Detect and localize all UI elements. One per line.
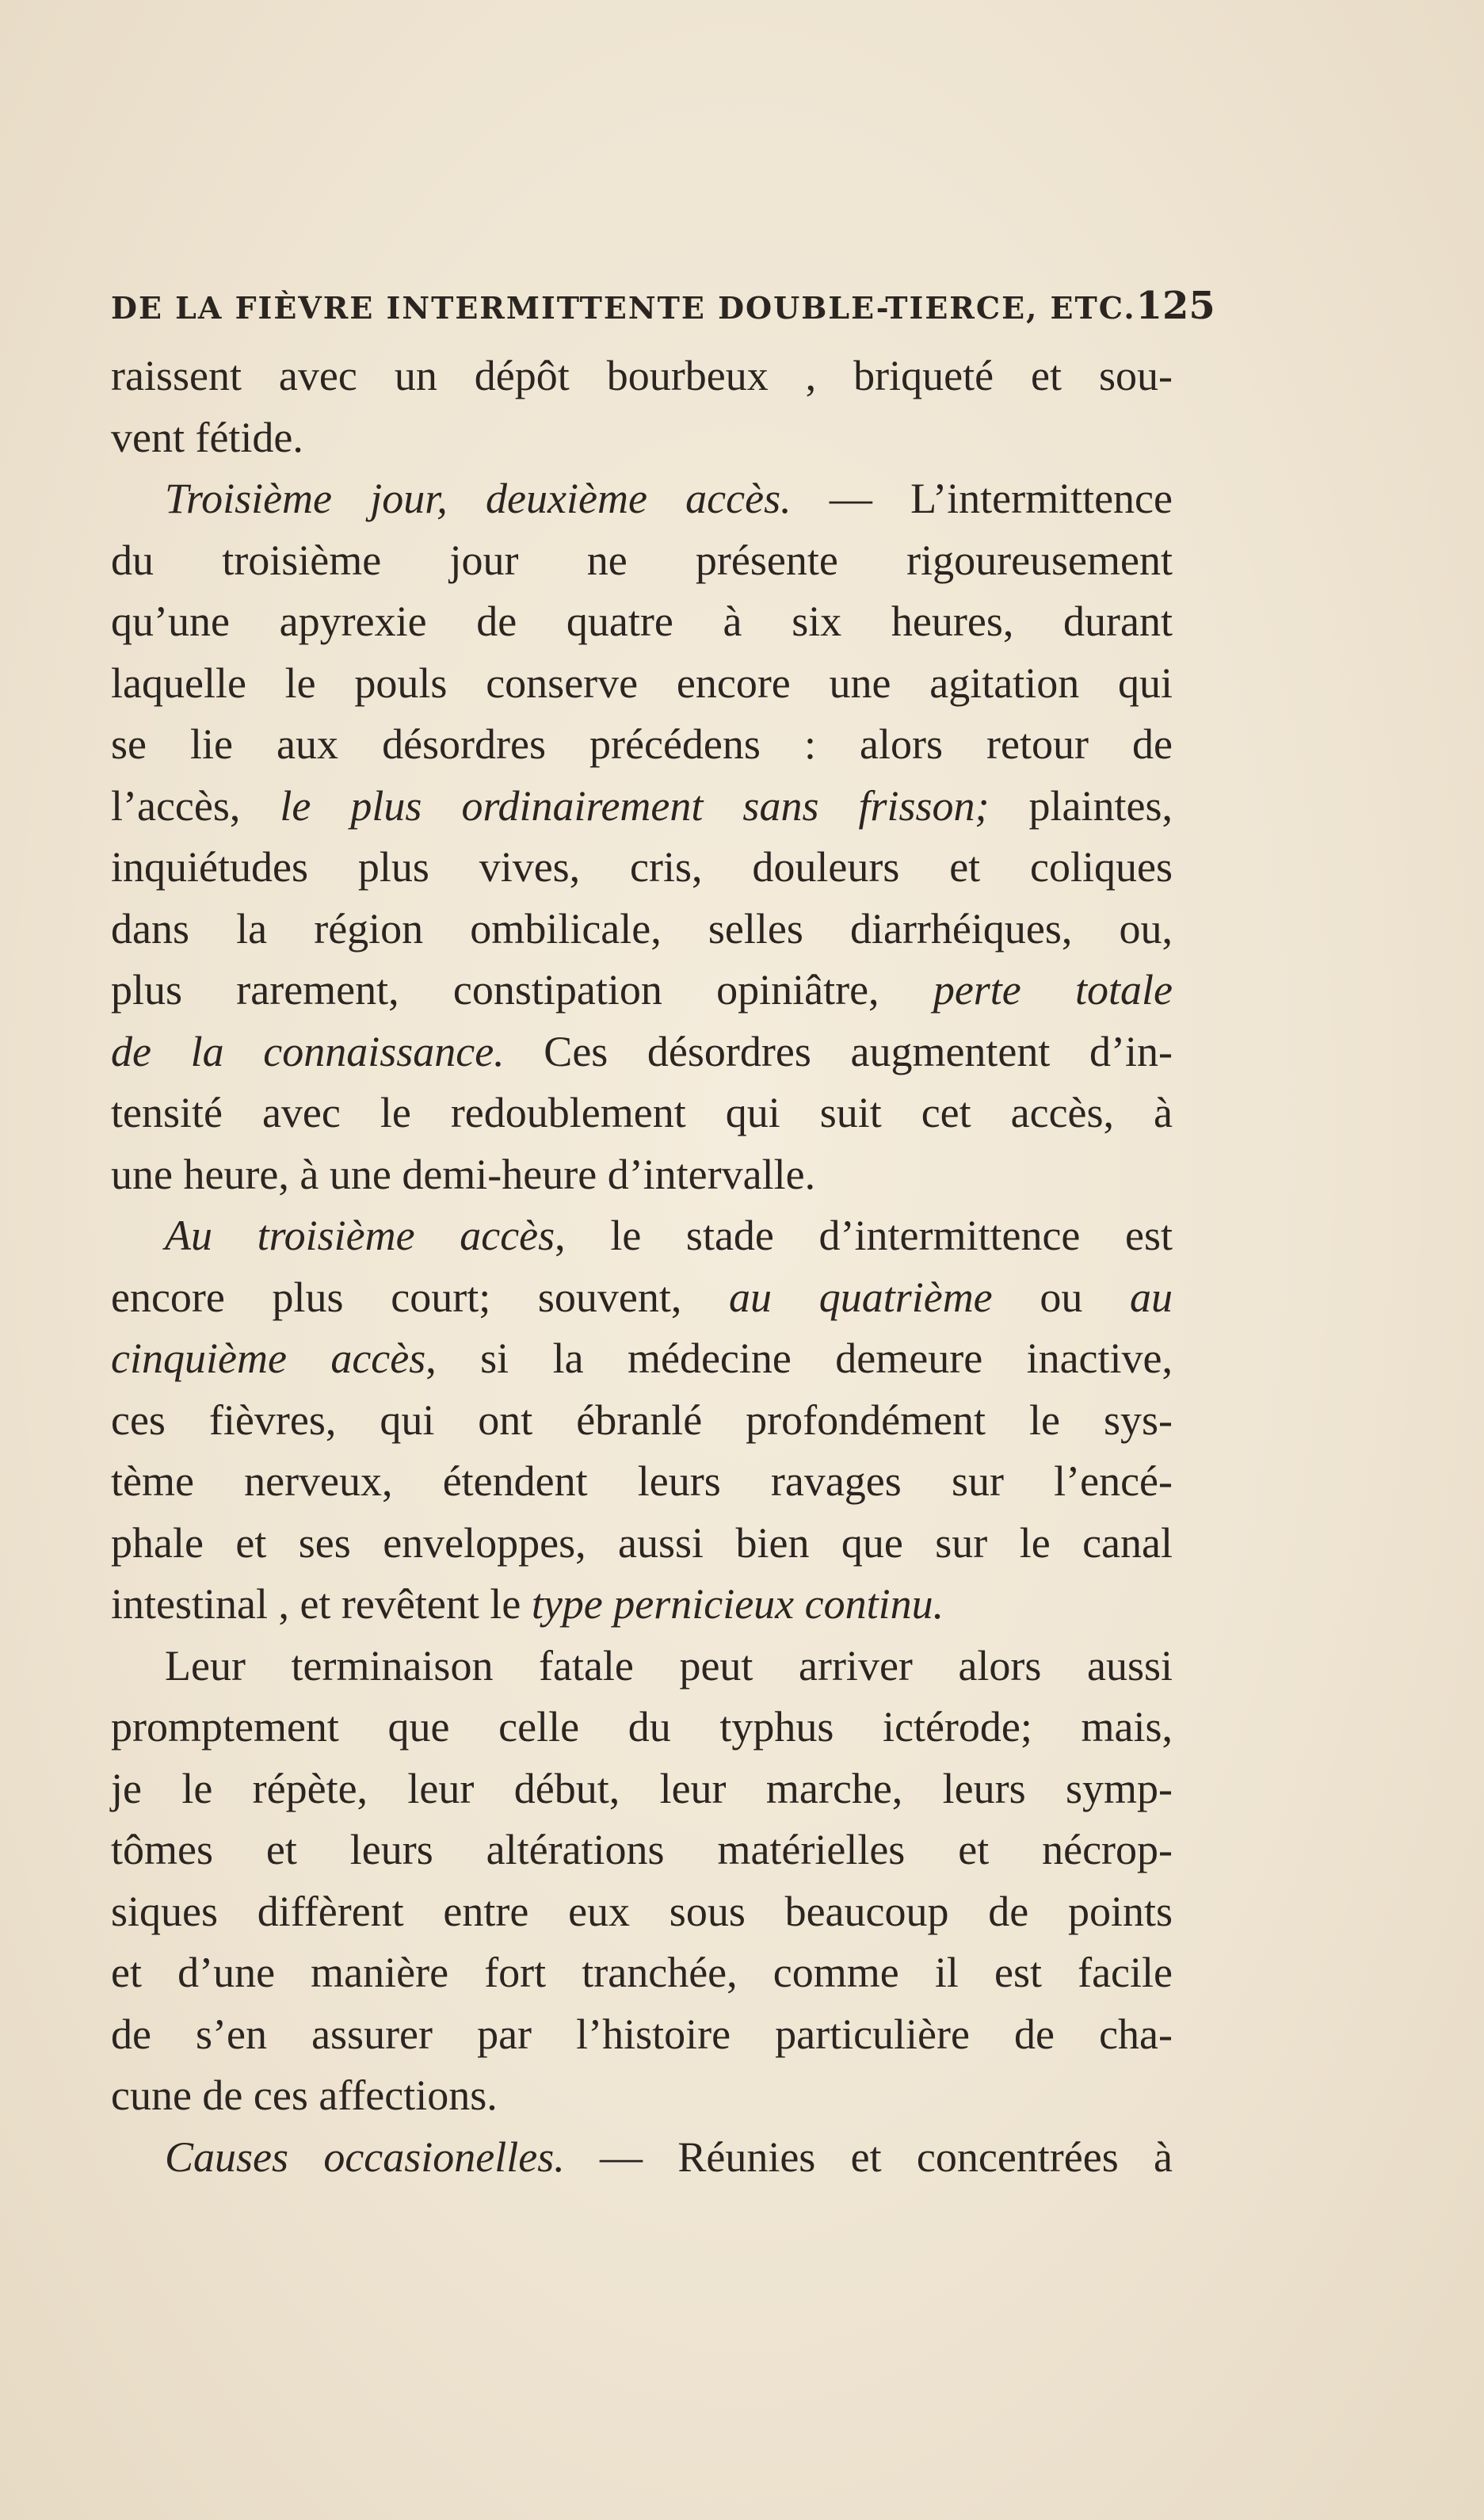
text-line: [111, 1205, 1173, 1267]
text-line: [111, 1328, 1173, 1390]
text-run: l’accès,: [111, 781, 280, 830]
italic-text: cinquième accès: [111, 1334, 426, 1382]
text-run: dans la région ombilicale, selles diarrhéiques, ou,: [111, 904, 1173, 953]
text-run: inquiétudes plus vives, cris, douleurs et coliques: [111, 843, 1173, 891]
text-line: [111, 776, 1173, 838]
text-line: [111, 468, 1173, 530]
text-run: plus rarement, constipation opiniâtre,: [111, 966, 933, 1014]
text-run: se lie aux désordres précédens : alors retour de: [111, 720, 1173, 768]
text-line: [111, 1636, 1173, 1697]
text-run: encore plus court; souvent,: [111, 1273, 730, 1321]
text-line: [111, 1758, 1173, 1820]
italic-text: au quatrième: [729, 1273, 993, 1321]
text-line: [111, 1574, 1173, 1636]
text-run: intestinal , et revêtent le: [111, 1580, 532, 1628]
text-run: , si la médecine demeure inactive,: [425, 1334, 1173, 1382]
text-line: [111, 1697, 1173, 1758]
text-line: [111, 2065, 1173, 2127]
text-run: ou: [992, 1273, 1130, 1321]
text-line: [111, 1881, 1173, 1943]
text-run: , le stade d’intermittence est: [555, 1212, 1173, 1259]
text-run: plaintes,: [989, 781, 1173, 830]
text-run: — L’intermittence: [791, 475, 1173, 522]
text-line: [111, 1267, 1173, 1329]
text-line: [111, 1021, 1173, 1083]
text-run: promptement que celle du typhus ictérode; mais,: [111, 1703, 1173, 1751]
running-head-title: DE LA FIÈVRE INTERMITTENTE DOUBLE-TIERCE, ETC.: [111, 290, 1136, 326]
running-head: [111, 284, 1215, 339]
text-run: siques diffèrent entre eux sous beaucoup de points: [111, 1887, 1173, 1935]
text-block: [111, 284, 1215, 2188]
text-line: [111, 407, 1173, 469]
italic-text: perte totale: [933, 966, 1173, 1014]
page-number: 125: [1135, 284, 1215, 328]
text-line: [111, 899, 1173, 960]
text-run: de s’en assurer par l’histoire particulière de cha-: [111, 2010, 1173, 2058]
text-line: [111, 837, 1173, 899]
text-line: [111, 1942, 1173, 2004]
text-run: raissent avec un dépôt bourbeux , briqueté et sou-: [111, 352, 1173, 399]
italic-text: au: [1130, 1273, 1173, 1321]
text-run: et d’une manière fort tranchée, comme il est facile: [111, 1949, 1173, 1996]
text-run: laquelle le pouls conserve encore une agitation qui: [111, 659, 1173, 707]
italic-text: de la connaissance.: [111, 1027, 505, 1075]
italic-text: Causes occasionelles.: [165, 2132, 565, 2181]
text-line: [111, 2127, 1173, 2189]
text-run: vent fétide.: [111, 413, 303, 461]
text-run: tème nerveux, étendent leurs ravages sur l’encé-: [111, 1457, 1173, 1505]
text-run: qu’une apyrexie de quatre à six heures, durant: [111, 598, 1173, 645]
text-line: [111, 1451, 1173, 1513]
text-line: [111, 591, 1173, 653]
text-line: [111, 1390, 1173, 1452]
text-run: phale et ses enveloppes, aussi bien que sur le canal: [111, 1518, 1173, 1567]
text-line: [111, 714, 1173, 776]
text-line: [111, 2004, 1173, 2066]
text-line: [111, 530, 1173, 592]
text-run: Ces désordres augmentent d’in-: [504, 1027, 1173, 1075]
text-run: tômes et leurs altérations matérielles et nécrop-: [111, 1826, 1173, 1873]
text-run: Leur terminaison fatale peut arriver alors aussi: [165, 1641, 1173, 1690]
text-run: — Réunies et concentrées à: [564, 2132, 1173, 2181]
text-run: je le répète, leur début, leur marche, leurs symp-: [111, 1764, 1173, 1812]
text-run: ces fièvres, qui ont ébranlé profondément le sys-: [111, 1396, 1173, 1444]
italic-text: Troisième jour, deuxième accès.: [165, 475, 792, 522]
text-line: [111, 1144, 1173, 1206]
italic-text: Au troisième accès: [165, 1212, 555, 1259]
text-line: [111, 1082, 1173, 1144]
italic-text: type pernicieux continu.: [531, 1580, 944, 1628]
italic-text: le plus ordinairement sans frisson;: [280, 781, 990, 830]
text-line: [111, 653, 1173, 715]
text-run: du troisième jour ne présente rigoureusement: [111, 536, 1173, 584]
text-line: [111, 1819, 1173, 1881]
body-text: [111, 346, 1173, 2188]
text-run: une heure, à une demi-heure d’intervalle.: [111, 1150, 816, 1198]
text-run: cune de ces affections.: [111, 2071, 498, 2119]
text-line: [111, 960, 1173, 1021]
text-run: tensité avec le redoublement qui suit cet accès, à: [111, 1089, 1173, 1136]
text-line: [111, 346, 1173, 407]
text-line: [111, 1513, 1173, 1575]
